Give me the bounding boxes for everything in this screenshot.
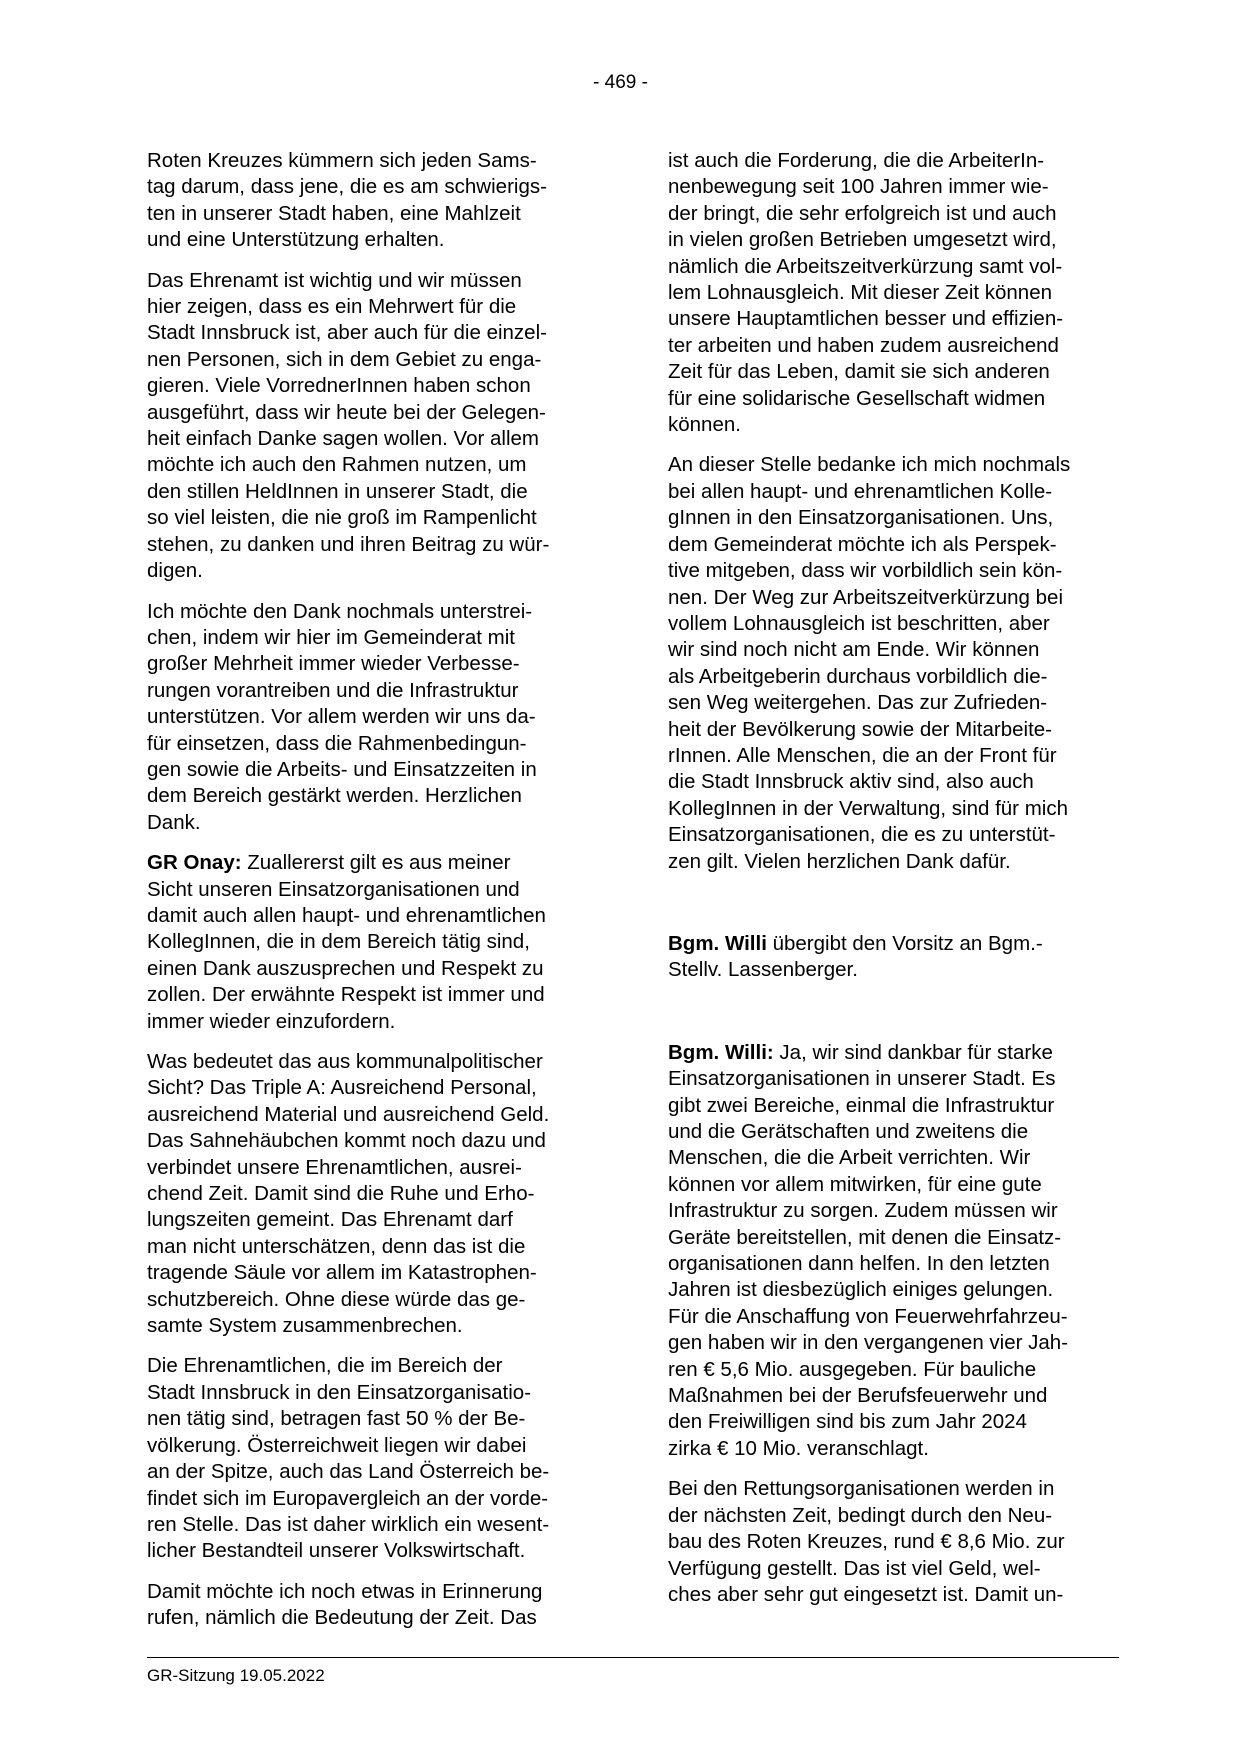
left-column (147, 148, 597, 1646)
paragraph-text: Ja, wir sind dankbar für starke Einsatzorganisationen in unserer Stadt. Es gibt zwei Bereiche, einmal die Infrastruktur und die Gerätschaften und zweitens die Menschen, die die Arbeit verrichten. Wir können vor allem mitwirken, für eine gute Infrastruktur zu sorgen. Zudem müssen wir Geräte bereitstellen, mit denen die Einsatz- organisationen dann helfen. In den letzten Jahren ist diesbezüglich einiges gelungen. Für die Anschaffung von Feuerwehrfahrzeu- gen haben wir in den vergangenen vier Jah- ren € 5,6 Mio. ausgegeben. Für bauliche Maßnahmen bei der Berufsfeuerwehr und den Freiwilligen sind bis zum Jahr 2024 zirka € 10 Mio. veranschlagt. (668, 1040, 1069, 1460)
paragraph (668, 1476, 1118, 1608)
paragraph (147, 268, 597, 585)
paragraph (147, 1579, 597, 1632)
paragraph (147, 1353, 597, 1564)
paragraph (668, 452, 1118, 875)
paragraph-text: Die Ehrenamtlichen, die im Bereich der Stadt Innsbruck in den Einsatzorganisatio- nen tätig sind, betragen fast 50 % der Be- völkerung. Österreichweit liegen wir dabei an der Spitze, auch das Land Österreich be- findet sich im Europavergleich an der vorde- ren Stelle. Das ist daher wirklich ein wesent- licher Bestandteil unserer Volkswirtschaft. (147, 1354, 550, 1563)
speaker-name: Bgm. Willi: (668, 1040, 774, 1064)
paragraph (668, 1040, 1118, 1463)
paragraph-text: Das Ehrenamt ist wichtig und wir müssen hier zeigen, dass es ein Mehrwert für die Stadt Innsbruck ist, aber auch für die einzel- nen Personen, sich in dem Gebiet zu enga- gieren. Viele VorrednerInnen haben schon ausgeführt, dass wir heute bei der Gelegen- heit einfach Danke sagen wollen. Vor allem möchte ich auch den Rahmen nutzen, um den stillen HeldInnen in unserer Stadt, die so viel leisten, die nie groß im Rampenlicht stehen, zu danken und ihren Beitrag zu wür- digen. (147, 268, 550, 583)
paragraph-text: Damit möchte ich noch etwas in Erinnerung rufen, nämlich die Bedeutung der Zeit. Das (147, 1579, 543, 1630)
footer-session-date: GR-Sitzung 19.05.2022 (147, 1666, 325, 1685)
paragraph-text: ist auch die Forderung, die die ArbeiterIn- nenbewegung seit 100 Jahren immer wie- der bringt, die sehr erfolgreich ist und auch in vielen großen Betrieben umgesetzt wird, nämlich die Arbeitszeitverkürzung samt vol- lem Lohnausgleich. Mit dieser Zeit können unsere Hauptamtlichen besser und effizien- ter arbeiten und haben zudem ausreichend Zeit für das Leben, damit sie sich anderen für eine solidarische Gesellschaft widmen können. (668, 149, 1064, 437)
right-column (668, 148, 1118, 1622)
paragraph-text: Roten Kreuzes kümmern sich jeden Sams- tag darum, dass jene, die es am schwierigs- ten in unserer Stadt haben, eine Mahlzeit und eine Unterstützung erhalten. (147, 149, 547, 252)
paragraph-text: Zuallererst gilt es aus meiner Sicht unseren Einsatzorganisationen und damit auch allen haupt- und ehrenamtlichen KollegInnen, die in dem Bereich tätig sind, einen Dank auszusprechen und Respekt zu zollen. Der erwähnte Respekt ist immer und immer wieder einzufordern. (147, 851, 546, 1033)
paragraph (668, 148, 1118, 438)
paragraph-text: Was bedeutet das aus kommunalpolitischer Sicht? Das Triple A: Ausreichend Personal, ausreichend Material und ausreichend Geld. Das Sahnehäubchen kommt noch dazu und verbindet unsere Ehrenamtlichen, ausrei- chend Zeit. Damit sind die Ruhe und Erho- lungszeiten gemeint. Das Ehrenamt darf man nicht unterschätzen, denn das ist die tragende Säule vor allem im Katastrophen- schutzbereich. Ohne diese würde das ge- samte System zusammenbrechen. (147, 1050, 550, 1338)
speaker-name: Bgm. Willi (668, 931, 767, 955)
paragraph (147, 148, 597, 254)
paragraph (147, 850, 597, 1035)
footer-divider (147, 1657, 1119, 1658)
paragraph-text: Ich möchte den Dank nochmals unterstrei- chen, indem wir hier im Gemeinderat mit großer Mehrheit immer wieder Verbesse- rungen vorantreiben und die Infrastruktur unterstützen. Vor allem werden wir uns da- für einsetzen, dass die Rahmenbedingun- gen sowie die Arbeits- und Einsatzzeiten in dem Bereich gestärkt werden. Herzlichen Dank. (147, 599, 537, 834)
paragraph-text: Bei den Rettungsorganisationen werden in der nächsten Zeit, bedingt durch den Neu- bau des Roten Kreuzes, rund € 8,6 Mio. zur Verfügung gestellt. Das ist viel Geld, wel- ches aber sehr gut eingesetzt ist. Damit un- (668, 1477, 1065, 1606)
paragraph-text: An dieser Stelle bedanke ich mich nochmals bei allen haupt- und ehrenamtlichen Kolle- gInnen in den Einsatzorganisationen. Uns, dem Gemeinderat möchte ich als Perspek- tive mitgeben, dass wir vorbildlich sein kön- nen. Der Weg zur Arbeitszeitverkürzung bei vollem Lohnausgleich ist beschritten, aber wir sind noch nicht am Ende. Wir können als Arbeitgeberin durchaus vorbildlich die- sen Weg weitergehen. Das zur Zufrieden- heit der Bevölkerung sowie der Mitarbeite- rInnen. Alle Menschen, die an der Front für die Stadt Innsbruck aktiv sind, also auch KollegInnen in der Verwaltung, sind für mich Einsatzorganisationen, die es zu unterstüt- zen gilt. Vielen herzlichen Dank dafür. (668, 453, 1071, 873)
speaker-name: GR Onay: (147, 851, 242, 875)
page-number: - 469 - (593, 72, 648, 93)
paragraph (147, 1049, 597, 1339)
paragraph-text: übergibt den Vorsitz an Bgm.- Stellv. Lassenberger. (668, 931, 1043, 982)
paragraph (147, 599, 597, 837)
paragraph (668, 931, 1118, 984)
